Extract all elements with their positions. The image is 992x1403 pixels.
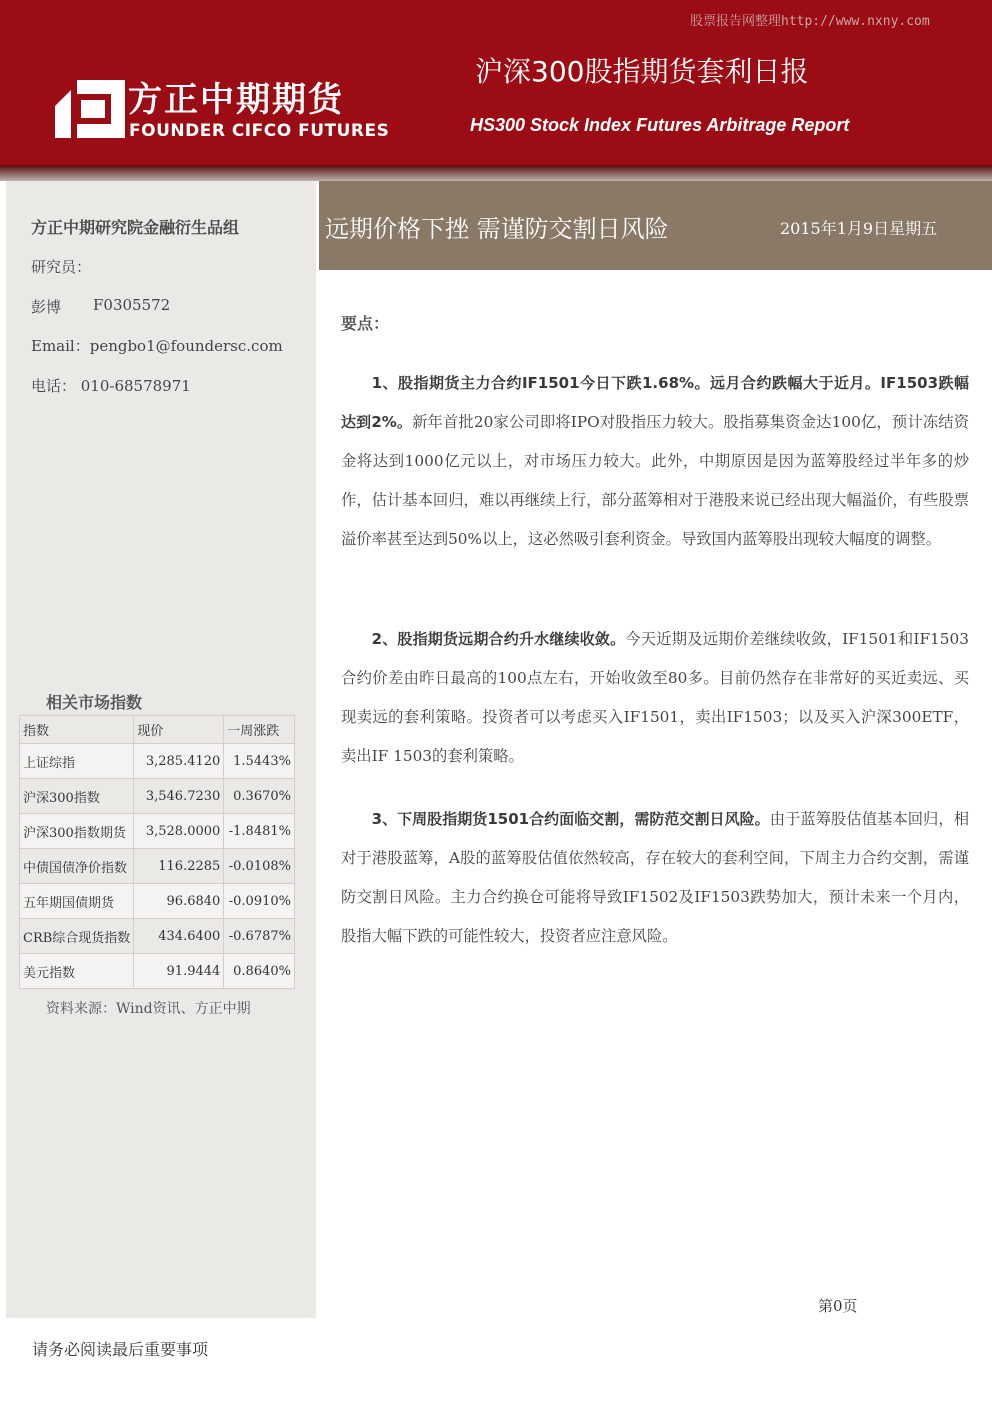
index-name: 上证综指 <box>20 744 134 779</box>
index-price: 96.6840 <box>134 884 224 919</box>
report-date: 2015年1月9日星期五 <box>780 219 938 238</box>
table-row <box>20 744 295 779</box>
headline-title: 远期价格下挫 需谨防交割日风险 <box>325 215 669 243</box>
key-point-1-body: 新年首批20家公司即将IPO对股指压力较大。股指募集资金达100亿，预计冻结资金将达到1000亿元以上，对市场压力较大。此外，中期原因是因为蓝筹股经过半年多的炒作，估计基本回归，难以再继续上行，部分蓝筹相对于港股来说已经出现大幅溢价，有些股票溢价率甚至达到50%以上，这必然吸引套利资金。导致国内蓝筹股出现较大幅度的调整。 <box>341 413 969 548</box>
index-name: CRB综合现货指数 <box>20 919 134 954</box>
key-point-3 <box>341 800 969 956</box>
index-change: 0.8640% <box>224 954 295 989</box>
table-row <box>20 954 295 989</box>
key-point-3-body: 由于蓝筹股估值基本回归，相对于港股蓝筹，A股的蓝筹股估值依然较高，存在较大的套利空间，下周主力合约交割，需谨防交割日风险。主力合约换仓可能将导致IF1502及IF1503跌势加大，预计未来一个月内，股指大幅下跌的可能性较大，投资者应注意风险。 <box>341 810 969 945</box>
index-price: 3,528.0000 <box>134 814 224 849</box>
index-price: 91.9444 <box>134 954 224 989</box>
key-points-label: 要点： <box>341 314 390 333</box>
index-price: 434.6400 <box>134 919 224 954</box>
key-point-1 <box>341 364 969 559</box>
researcher-label: 研究员： <box>31 258 92 276</box>
index-name: 美元指数 <box>20 954 134 989</box>
index-price: 3,546.7230 <box>134 779 224 814</box>
researcher-license: F0305572 <box>93 296 171 314</box>
index-change: -0.6787% <box>224 919 295 954</box>
brand-name-cn: 方正中期期货 <box>128 80 344 120</box>
index-change: -0.0108% <box>224 849 295 884</box>
key-point-1-heading: 1、股指期货主力合约IF1501今日下跌1.68%。远月合约跌幅大于近月。IF1503跌幅达到2%。 <box>341 374 969 431</box>
brand-name-en: FOUNDER CIFCO FUTURES <box>129 121 390 141</box>
data-source-note: 资料来源：Wind资讯、方正中期 <box>46 1001 251 1017</box>
index-price: 116.2285 <box>134 849 224 884</box>
company-logo-icon <box>55 80 125 138</box>
index-name: 沪深300指数期货 <box>20 814 134 849</box>
index-change: 0.3670% <box>224 779 295 814</box>
researcher-name: 彭博 <box>31 298 62 316</box>
report-title-cn: 沪深300股指期货套利日报 <box>475 55 809 88</box>
index-change: 1.5443% <box>224 744 295 779</box>
index-change: -0.0910% <box>224 884 295 919</box>
report-title-en: HS300 Stock Index Futures Arbitrage Report <box>470 115 850 135</box>
index-name: 中债国债净价指数 <box>20 849 134 884</box>
col-header-price: 现价 <box>134 716 224 744</box>
header-divider <box>0 165 992 181</box>
page-number: 第0页 <box>818 1297 858 1315</box>
table-header-row <box>20 716 295 744</box>
table-row <box>20 849 295 884</box>
table-row <box>20 779 295 814</box>
index-name: 沪深300指数 <box>20 779 134 814</box>
researcher-email[interactable]: Email：pengbo1@foundersc.com <box>31 337 283 355</box>
watermark-text: 股票报告网整理http://www.nxny.com <box>690 14 930 29</box>
index-change: -1.8481% <box>224 814 295 849</box>
report-header <box>0 0 992 165</box>
table-row <box>20 919 295 954</box>
key-point-2 <box>341 620 969 776</box>
market-table-title: 相关市场指数 <box>46 693 143 712</box>
research-org: 方正中期研究院金融衍生品组 <box>31 218 240 237</box>
col-header-index: 指数 <box>20 716 134 744</box>
key-point-2-heading: 2、股指期货远期合约升水继续收敛。 <box>371 630 626 648</box>
table-row <box>20 814 295 849</box>
col-header-change: 一周涨跌 <box>224 716 295 744</box>
index-price: 3,285.4120 <box>134 744 224 779</box>
headline-bar <box>319 181 992 270</box>
table-row <box>20 884 295 919</box>
key-point-3-heading: 3、下周股指期货1501合约面临交割，需防范交割日风险。 <box>371 810 770 828</box>
disclaimer-note: 请务必阅读最后重要事项 <box>32 1340 209 1359</box>
index-name: 五年期国债期货 <box>20 884 134 919</box>
key-point-2-body: 今天近期及远期价差继续收敛，IF1501和IF1503合约价差由昨日最高的100点左右，开始收敛至80多。目前仍然存在非常好的买近卖远、买现卖远的套利策略。投资者可以考虑买入IF1501，卖出IF1503；以及买入沪深300ETF，卖出IF 1503的套利策略。 <box>341 630 969 765</box>
market-index-table <box>19 715 295 989</box>
researcher-phone: 电话： 010-68578971 <box>31 377 191 395</box>
